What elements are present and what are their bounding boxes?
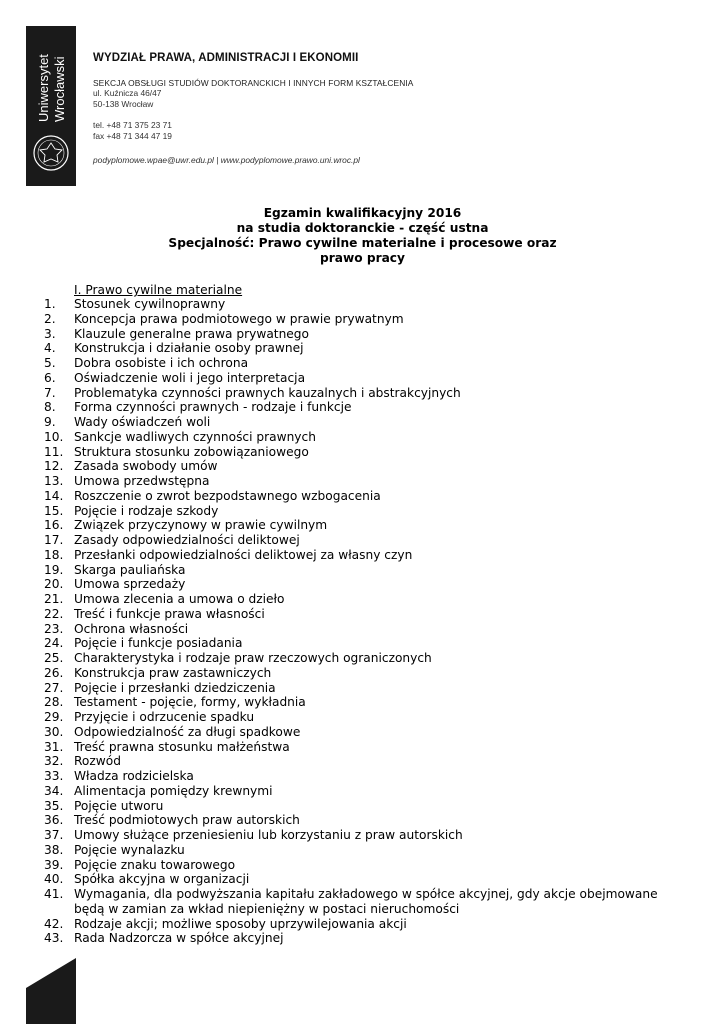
list-item-number: 38. [44, 842, 64, 857]
list-item [0, 474, 725, 489]
list-item [0, 622, 725, 637]
list-item-number: 6. [44, 370, 56, 385]
list-item [0, 872, 725, 887]
list-item-number: 29. [44, 710, 64, 724]
list-item-text: Klauzule generalne prawa prywatnego [74, 326, 309, 341]
list-item-number: 27. [44, 680, 64, 695]
list-item [0, 828, 725, 843]
list-item-number: 39. [44, 857, 64, 872]
list-item [0, 445, 725, 460]
list-item [0, 415, 725, 430]
title-line-4: prawo pracy [320, 251, 405, 265]
title-line-2: na studia doktoranckie - część ustna [236, 221, 489, 235]
title-line-3: Specjalność: Prawo cywilne materialne i procesowe oraz [168, 236, 557, 250]
list-item [0, 577, 725, 592]
list-item [0, 504, 725, 519]
letterhead [93, 52, 413, 165]
list-item-text: Umowa zlecenia a umowa o dzieło [74, 592, 285, 606]
document-title [0, 206, 725, 266]
list-item-number: 34. [44, 783, 64, 798]
contact-links[interactable]: podyplomowe.wpae@uwr.edu.pl | www.podyplomowe.prawo.uni.wroc.pl [93, 155, 360, 165]
list-item [0, 533, 725, 548]
list-item-number: 41. [44, 887, 64, 901]
list-item [0, 681, 725, 696]
list-item [0, 548, 725, 563]
list-item-number: 36. [44, 813, 64, 828]
list-item-number: 7. [44, 385, 56, 400]
list-item-number: 10. [44, 429, 64, 444]
university-seal-icon [32, 134, 70, 172]
list-item [0, 784, 725, 799]
phone: tel. +48 71 375 23 71 [93, 120, 172, 130]
list-item-number: 42. [44, 916, 64, 931]
list-item [0, 400, 725, 415]
list-item [0, 563, 725, 578]
list-item [0, 843, 725, 858]
list-item [0, 725, 725, 740]
list-item [0, 518, 725, 533]
list-item-number: 21. [44, 592, 64, 606]
list-item-number: 22. [44, 606, 64, 621]
list-item-number: 37. [44, 828, 64, 842]
list-item [0, 489, 725, 504]
topic-list [0, 297, 725, 946]
list-item-number: 11. [44, 444, 64, 459]
list-item [0, 769, 725, 784]
list-item-text: Umowa sprzedaży [74, 577, 186, 592]
university-name-line1: Uniwersytet [36, 54, 51, 122]
list-item-text: Charakterystyka i rodzaje praw rzeczowych ograniczonych [74, 651, 432, 665]
list-item-number: 12. [44, 459, 64, 474]
list-item-text: Ochrona własności [74, 621, 189, 636]
list-item-number: 23. [44, 621, 64, 636]
list-item-number: 17. [44, 533, 64, 547]
list-item-number: 26. [44, 665, 64, 680]
list-item-number: 25. [44, 651, 64, 665]
list-item [0, 312, 725, 327]
list-item-number: 5. [44, 356, 56, 370]
list-item-text: Pojęcie wynalazku [74, 842, 185, 857]
list-item-number: 31. [44, 739, 64, 754]
list-item-number: 28. [44, 695, 64, 710]
list-item [0, 651, 725, 666]
list-item-number: 9. [44, 415, 56, 429]
list-item-text: Pojęcie i przesłanki dziedziczenia [74, 680, 276, 695]
list-item-text: Pojęcie i funkcje posiadania [74, 636, 243, 651]
list-item-text: Przyjęcie i odrzucenie spadku [74, 710, 255, 724]
list-item [0, 386, 725, 401]
list-item-number: 30. [44, 724, 64, 739]
list-item [0, 666, 725, 681]
list-item-number: 20. [44, 577, 64, 592]
list-item-text: Rodzaje akcji; możliwe sposoby uprzywilejowania akcji [74, 916, 407, 931]
university-name-line2: Wrocławski [52, 56, 67, 122]
list-item-number: 40. [44, 872, 64, 887]
list-item-text: Umowy służące przeniesieniu lub korzystaniu z praw autorskich [74, 828, 463, 842]
list-item-number: 3. [44, 326, 56, 341]
list-item-text: Treść podmiotowych praw autorskich [74, 813, 300, 828]
list-item [0, 710, 725, 725]
list-item-text: Rozwód [74, 754, 121, 769]
list-item-number: 16. [44, 518, 64, 533]
list-item-text: Zasada swobody umów [74, 459, 218, 474]
list-item-text: Problematyka czynności prawnych kauzalnych i abstrakcyjnych [74, 385, 461, 400]
list-item-number: 35. [44, 798, 64, 813]
list-item-text: Odpowiedzialność za długi spadkowe [74, 724, 301, 739]
title-line-1: Egzamin kwalifikacyjny 2016 [263, 206, 462, 220]
list-item-number: 24. [44, 636, 64, 651]
list-item-text: Przesłanki odpowiedzialności deliktowej za własny czyn [74, 547, 413, 562]
list-item [0, 327, 725, 342]
list-item-number: 15. [44, 503, 64, 518]
list-item [0, 887, 725, 917]
list-item-text: Sankcje wadliwych czynności prawnych [74, 429, 316, 444]
list-item-text: Roszczenie o zwrot bezpodstawnego wzbogacenia [74, 488, 381, 503]
list-item [0, 813, 725, 828]
list-item [0, 695, 725, 710]
address-city: 50-138 Wrocław [93, 99, 154, 109]
list-item [0, 754, 725, 769]
list-item-text: Koncepcja prawa podmiotowego w prawie prywatnym [74, 311, 404, 326]
list-item-text: Konstrukcja praw zastawniczych [74, 665, 272, 680]
list-item [0, 917, 725, 932]
list-item-number: 43. [44, 931, 64, 946]
list-item-number: 13. [44, 474, 64, 488]
list-item-text: Skarga pauliańska [74, 562, 186, 577]
section-name: SEKCJA OBSŁUGI STUDIÓW DOKTORANCKICH I INNYCH FORM KSZTAŁCENIA [93, 78, 414, 88]
fax: fax +48 71 344 47 19 [93, 131, 172, 141]
list-item-number: 18. [44, 547, 64, 562]
address-street: ul. Kuźnicza 46/47 [93, 88, 162, 98]
list-item-text: Treść prawna stosunku małżeństwa [74, 739, 290, 754]
list-item [0, 592, 725, 607]
list-item [0, 799, 725, 814]
list-item-text: Forma czynności prawnych - rodzaje i funkcje [74, 400, 352, 415]
list-item [0, 740, 725, 755]
list-item-text: Wady oświadczeń woli [74, 415, 211, 429]
list-item [0, 297, 725, 312]
list-item [0, 931, 725, 946]
list-item-text: Struktura stosunku zobowiązaniowego [74, 444, 309, 459]
list-item-text: Zasady odpowiedzialności deliktowej [74, 533, 300, 547]
list-item-text: Testament - pojęcie, formy, wykładnia [74, 695, 306, 710]
list-item-text: Treść i funkcje prawa własności [74, 606, 265, 621]
list-item-number: 8. [44, 400, 56, 415]
list-item-number: 2. [44, 311, 56, 326]
list-item-number: 1. [44, 297, 56, 311]
list-item-text: Alimentacja pomiędzy krewnymi [74, 783, 273, 798]
section-heading: I. Prawo cywilne materialne [74, 283, 243, 297]
list-item-text: Władza rodzicielska [74, 769, 194, 783]
list-item-text: Pojęcie i rodzaje szkody [74, 503, 219, 518]
list-item [0, 607, 725, 622]
list-item-number: 4. [44, 341, 56, 356]
list-item-text: Wymagania, dla podwyższania kapitału zakładowego w spółce akcyjnej, gdy akcje obejmowane będą w zamian za wkład niepieniężny w postaci nieruchomości [74, 887, 658, 916]
list-item-text: Oświadczenie woli i jego interpretacja [74, 370, 306, 385]
list-item [0, 636, 725, 651]
list-item-number: 32. [44, 754, 64, 769]
list-item-text: Pojęcie znaku towarowego [74, 857, 236, 872]
list-item [0, 858, 725, 873]
list-item [0, 430, 725, 445]
list-item-text: Dobra osobiste i ich ochrona [74, 356, 249, 370]
list-item [0, 371, 725, 386]
list-item-text: Umowa przedwstępna [74, 474, 210, 488]
list-item-text: Spółka akcyjna w organizacji [74, 872, 250, 887]
list-item-number: 14. [44, 488, 64, 503]
list-item [0, 341, 725, 356]
corner-triangle [26, 958, 76, 1024]
list-item [0, 459, 725, 474]
list-item-text: Stosunek cywilnoprawny [74, 297, 226, 311]
faculty-name: WYDZIAŁ PRAWA, ADMINISTRACJI I EKONOMII [93, 52, 359, 64]
list-item-text: Związek przyczynowy w prawie cywilnym [74, 518, 328, 533]
list-item-text: Konstrukcja i działanie osoby prawnej [74, 341, 304, 356]
list-item-number: 33. [44, 769, 64, 783]
list-item-text: Rada Nadzorcza w spółce akcyjnej [74, 931, 284, 946]
university-logo-text [26, 26, 76, 126]
list-item-number: 19. [44, 562, 64, 577]
list-item [0, 356, 725, 371]
list-item-text: Pojęcie utworu [74, 798, 164, 813]
